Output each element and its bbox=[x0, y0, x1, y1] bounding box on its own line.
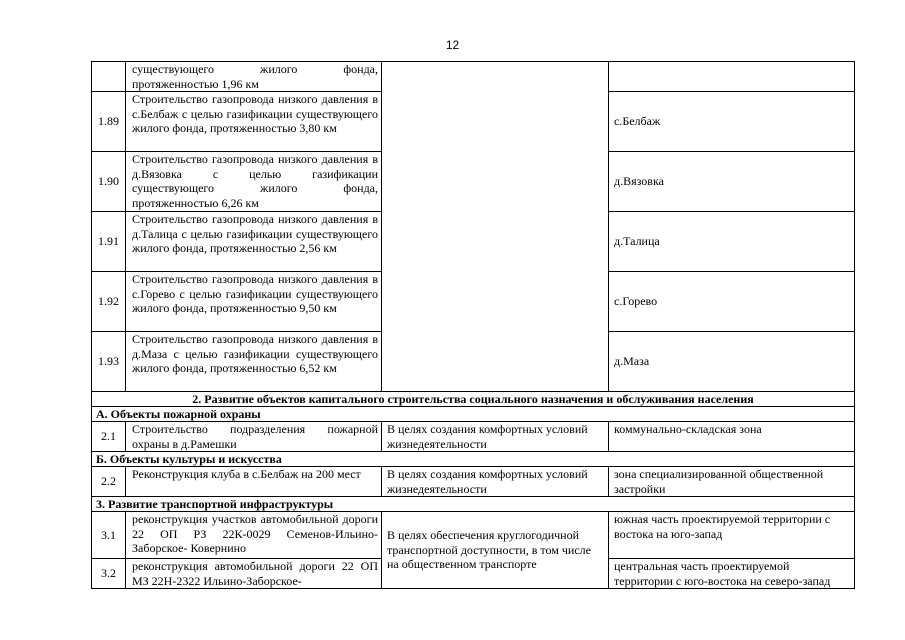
location-cell: с.Горево bbox=[609, 272, 855, 332]
purpose-cell bbox=[382, 272, 609, 332]
purpose-cell: В целях создания комфортных условий жизнедеятельности bbox=[382, 467, 609, 497]
section-2-title: 2. Развитие объектов капитального строительства социального назначения и обслуживания населения bbox=[92, 392, 855, 407]
table-row bbox=[92, 559, 382, 589]
table-row bbox=[92, 422, 855, 452]
object-description: существующего жилого фонда, протяженностью 1,96 км bbox=[126, 62, 382, 92]
object-description: Строительство газопровода низкого давления в с.Горево с целью газификации существующего жилого фонда, протяженностью 9,50 км bbox=[126, 272, 382, 332]
section-header-row bbox=[92, 497, 855, 512]
purpose-cell bbox=[382, 92, 609, 152]
table-row bbox=[92, 212, 855, 272]
objects-table bbox=[91, 61, 855, 589]
table-group bbox=[92, 512, 855, 589]
row-number: 1.92 bbox=[92, 272, 126, 332]
row-number: 1.93 bbox=[92, 332, 126, 392]
subsection-b-title: Б. Объекты культуры и искусства bbox=[92, 452, 855, 467]
page-number: 12 bbox=[445, 38, 460, 52]
purpose-cell: В целях обеспечения круглогодичной транспортной доступности, в том числе на общественном транспорте bbox=[382, 512, 609, 589]
purpose-cell: В целях создания комфортных условий жизнедеятельности bbox=[382, 422, 609, 452]
row-number bbox=[92, 62, 126, 92]
location-cell: д.Вязовка bbox=[609, 152, 855, 212]
table-row bbox=[92, 62, 855, 92]
location-cell: центральная часть проектируемой территории с юго-востока на северо-запад bbox=[609, 559, 855, 589]
subsection-a-title: А. Объекты пожарной охраны bbox=[92, 407, 855, 422]
row-number: 1.89 bbox=[92, 92, 126, 152]
purpose-cell bbox=[382, 212, 609, 272]
object-description: Строительство подразделения пожарной охраны в д.Рамешки bbox=[126, 422, 382, 452]
row-number: 1.91 bbox=[92, 212, 126, 272]
location-cell: д.Маза bbox=[609, 332, 855, 392]
object-description: Строительство газопровода низкого давления в д.Талица с целью газификации существующего жилого фонда, протяженностью 2,56 км bbox=[126, 212, 382, 272]
location-cell: коммунально-складская зона bbox=[609, 422, 855, 452]
location-cell: д.Талица bbox=[609, 212, 855, 272]
section-3-title: 3. Развитие транспортной инфраструктуры bbox=[92, 497, 855, 512]
subsection-header-row bbox=[92, 452, 855, 467]
subsection-header-row bbox=[92, 407, 855, 422]
row-stack bbox=[92, 512, 382, 589]
object-description: Реконструкция клуба в с.Белбаж на 200 мест bbox=[126, 467, 382, 497]
section-header-row bbox=[92, 392, 855, 407]
location-cell bbox=[609, 62, 855, 92]
object-description: реконструкция автомобильной дороги 22 ОП МЗ 22Н-2322 Ильино-Заборское- bbox=[126, 559, 382, 589]
row-number: 1.90 bbox=[92, 152, 126, 212]
table-row bbox=[92, 467, 855, 497]
object-description: Строительство газопровода низкого давления в с.Белбаж с целью газификации существующего жилого фонда, протяженностью 3,80 км bbox=[126, 92, 382, 152]
table-row bbox=[92, 272, 855, 332]
table-row bbox=[92, 512, 382, 559]
purpose-cell bbox=[382, 152, 609, 212]
purpose-cell bbox=[382, 62, 609, 92]
object-description: Строительство газопровода низкого давления в д.Маза с целью газификации существующего жилого фонда, протяженностью 6,52 км bbox=[126, 332, 382, 392]
object-description: реконструкция участков автомобильной дороги 22 ОП РЗ 22К-0029 Семенов-Ильино-Заборское- Ковернино bbox=[126, 512, 382, 559]
row-number: 3.2 bbox=[92, 559, 126, 589]
location-cell: зона специализированной общественной застройки bbox=[609, 467, 855, 497]
row-number: 3.1 bbox=[92, 512, 126, 559]
purpose-cell bbox=[382, 332, 609, 392]
table-row bbox=[92, 92, 855, 152]
table-row bbox=[92, 332, 855, 392]
location-stack bbox=[609, 512, 855, 589]
object-description: Строительство газопровода низкого давления в д.Вязовка с целью газификации существующего жилого фонда, протяженностью 6,26 км bbox=[126, 152, 382, 212]
row-number: 2.1 bbox=[92, 422, 126, 452]
location-cell: южная часть проектируемой территории с востока на юго-запад bbox=[609, 512, 855, 559]
row-number: 2.2 bbox=[92, 467, 126, 497]
table-row bbox=[92, 152, 855, 212]
location-cell: с.Белбаж bbox=[609, 92, 855, 152]
